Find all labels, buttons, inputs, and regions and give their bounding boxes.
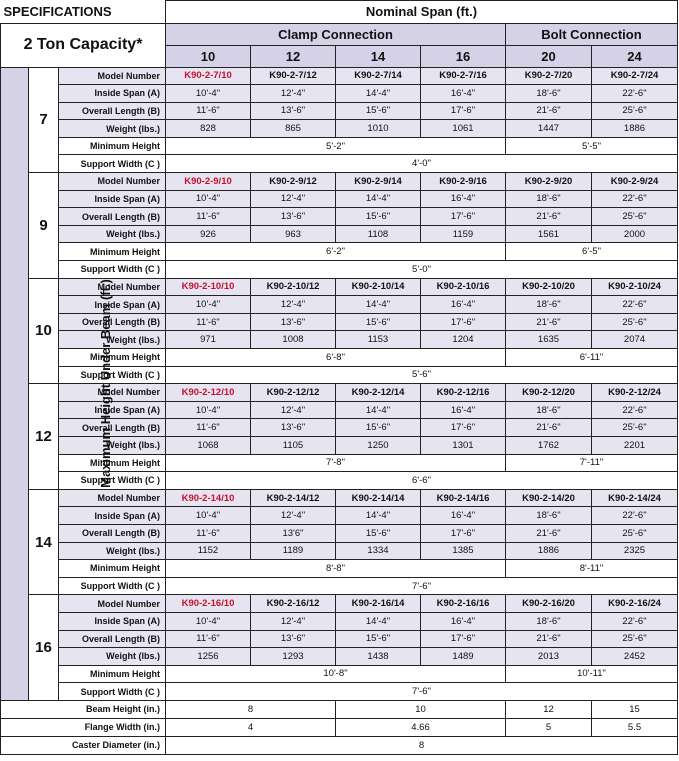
inside-span-value: 18'-6" xyxy=(506,401,592,419)
row-label-weight: Weight (lbs.) xyxy=(59,120,166,138)
row-label-model: Model Number xyxy=(59,489,166,507)
inside-span-value: 14'-4" xyxy=(336,507,421,525)
model-number: K90-2-10/24 xyxy=(592,278,678,296)
span-header: 16 xyxy=(421,45,506,67)
min-height-bolt: 10'-11" xyxy=(506,665,678,683)
weight-value: 971 xyxy=(166,331,251,349)
height-value: 10 xyxy=(29,278,59,384)
height-value: 12 xyxy=(29,384,59,490)
capacity-label: 2 Ton Capacity* xyxy=(1,23,166,67)
inside-span-value: 16'-4" xyxy=(421,296,506,314)
inside-span-value: 16'-4" xyxy=(421,612,506,630)
weight-value: 1385 xyxy=(421,542,506,560)
row-label-overall: Overall Length (B) xyxy=(59,102,166,120)
model-number: K90-2-9/10 xyxy=(166,173,251,191)
inside-span-value: 18'-6" xyxy=(506,296,592,314)
inside-span-value: 10'-4" xyxy=(166,85,251,103)
weight-value: 1293 xyxy=(251,648,336,666)
overall-length-value: 17'-6" xyxy=(421,419,506,437)
min-height-clamp: 5'-2" xyxy=(166,137,506,155)
height-value: 9 xyxy=(29,173,59,279)
beam-height-value: 15 xyxy=(592,700,678,718)
model-number: K90-2-7/10 xyxy=(166,67,251,85)
support-width-value: 7'-6" xyxy=(166,577,678,595)
weight-value: 1105 xyxy=(251,436,336,454)
overall-length-value: 15'-6" xyxy=(336,524,421,542)
row-label-model: Model Number xyxy=(59,278,166,296)
weight-value: 1334 xyxy=(336,542,421,560)
inside-span-value: 22'-6" xyxy=(592,612,678,630)
model-number: K90-2-12/12 xyxy=(251,384,336,402)
weight-value: 1204 xyxy=(421,331,506,349)
overall-length-value: 11'-6" xyxy=(166,524,251,542)
model-number: K90-2-7/16 xyxy=(421,67,506,85)
model-number: K90-2-12/20 xyxy=(506,384,592,402)
span-header: 10 xyxy=(166,45,251,67)
min-height-bolt: 5'-5" xyxy=(506,137,678,155)
row-label-min-height: Minimum Height xyxy=(59,665,166,683)
model-number: K90-2-10/20 xyxy=(506,278,592,296)
inside-span-value: 22'-6" xyxy=(592,401,678,419)
model-number: K90-2-12/10 xyxy=(166,384,251,402)
flange-width-value: 4 xyxy=(166,718,336,736)
row-label-weight: Weight (lbs.) xyxy=(59,648,166,666)
caster-diameter-label: Caster Diameter (in.) xyxy=(1,736,166,754)
inside-span-value: 16'-4" xyxy=(421,85,506,103)
weight-value: 926 xyxy=(166,225,251,243)
row-label-weight: Weight (lbs.) xyxy=(59,331,166,349)
row-label-overall: Overall Length (B) xyxy=(59,313,166,331)
inside-span-value: 14'-4" xyxy=(336,296,421,314)
weight-value: 1447 xyxy=(506,120,592,138)
row-label-weight: Weight (lbs.) xyxy=(59,436,166,454)
inside-span-value: 12'-4" xyxy=(251,85,336,103)
weight-value: 828 xyxy=(166,120,251,138)
overall-length-value: 25'-6" xyxy=(592,102,678,120)
overall-length-value: 21'-6" xyxy=(506,524,592,542)
model-number: K90-2-10/14 xyxy=(336,278,421,296)
height-value: 7 xyxy=(29,67,59,173)
inside-span-value: 10'-4" xyxy=(166,190,251,208)
flange-width-value: 5.5 xyxy=(592,718,678,736)
overall-length-value: 11'-6" xyxy=(166,102,251,120)
overall-length-value: 21'-6" xyxy=(506,630,592,648)
weight-value: 2000 xyxy=(592,225,678,243)
inside-span-value: 22'-6" xyxy=(592,190,678,208)
model-number: K90-2-14/14 xyxy=(336,489,421,507)
beam-height-value: 12 xyxy=(506,700,592,718)
weight-value: 2013 xyxy=(506,648,592,666)
inside-span-value: 10'-4" xyxy=(166,612,251,630)
inside-span-value: 16'-4" xyxy=(421,507,506,525)
weight-value: 1152 xyxy=(166,542,251,560)
weight-value: 2201 xyxy=(592,436,678,454)
support-width-value: 4'-0" xyxy=(166,155,678,173)
model-number: K90-2-16/12 xyxy=(251,595,336,613)
inside-span-value: 22'-6" xyxy=(592,507,678,525)
row-label-support: Support Width (C ) xyxy=(59,577,166,595)
inside-span-value: 12'-4" xyxy=(251,401,336,419)
min-height-clamp: 7'-8" xyxy=(166,454,506,472)
weight-value: 1010 xyxy=(336,120,421,138)
overall-length-value: 13'-6" xyxy=(251,208,336,226)
row-label-support: Support Width (C ) xyxy=(59,683,166,701)
model-number: K90-2-9/14 xyxy=(336,173,421,191)
model-number: K90-2-14/12 xyxy=(251,489,336,507)
flange-width-value: 4.66 xyxy=(336,718,506,736)
min-height-bolt: 6'-5" xyxy=(506,243,678,261)
min-height-clamp: 10'-8" xyxy=(166,665,506,683)
span-header: 24 xyxy=(592,45,678,67)
bolt-connection-header: Bolt Connection xyxy=(506,23,678,45)
overall-length-value: 15'-6" xyxy=(336,313,421,331)
model-number: K90-2-12/24 xyxy=(592,384,678,402)
model-number: K90-2-10/12 xyxy=(251,278,336,296)
weight-value: 1189 xyxy=(251,542,336,560)
row-label-inside: Inside Span (A) xyxy=(59,401,166,419)
inside-span-value: 12'-4" xyxy=(251,507,336,525)
model-number: K90-2-7/24 xyxy=(592,67,678,85)
overall-length-value: 25'-6" xyxy=(592,208,678,226)
overall-length-value: 15'-6" xyxy=(336,630,421,648)
support-width-value: 6'-6" xyxy=(166,472,678,490)
inside-span-value: 18'-6" xyxy=(506,507,592,525)
support-width-value: 5'-6" xyxy=(166,366,678,384)
row-label-min-height: Minimum Height xyxy=(59,349,166,367)
row-label-inside: Inside Span (A) xyxy=(59,296,166,314)
min-height-bolt: 8'-11" xyxy=(506,560,678,578)
overall-length-value: 25'-6" xyxy=(592,419,678,437)
row-label-min-height: Minimum Height xyxy=(59,243,166,261)
row-label-overall: Overall Length (B) xyxy=(59,630,166,648)
model-number: K90-2-16/16 xyxy=(421,595,506,613)
model-number: K90-2-9/20 xyxy=(506,173,592,191)
row-label-model: Model Number xyxy=(59,384,166,402)
weight-value: 1068 xyxy=(166,436,251,454)
overall-length-value: 11'-6" xyxy=(166,630,251,648)
support-width-value: 5'-0" xyxy=(166,261,678,279)
model-number: K90-2-10/16 xyxy=(421,278,506,296)
overall-length-value: 21'-6" xyxy=(506,208,592,226)
overall-length-value: 17'-6" xyxy=(421,313,506,331)
inside-span-value: 14'-4" xyxy=(336,612,421,630)
row-label-inside: Inside Span (A) xyxy=(59,507,166,525)
weight-value: 1301 xyxy=(421,436,506,454)
model-number: K90-2-14/16 xyxy=(421,489,506,507)
model-number: K90-2-16/24 xyxy=(592,595,678,613)
weight-value: 1061 xyxy=(421,120,506,138)
model-number: K90-2-9/12 xyxy=(251,173,336,191)
model-number: K90-2-9/24 xyxy=(592,173,678,191)
nominal-span-header: Nominal Span (ft.) xyxy=(166,1,678,24)
weight-value: 2074 xyxy=(592,331,678,349)
min-height-clamp: 6'-2" xyxy=(166,243,506,261)
min-height-clamp: 8'-8" xyxy=(166,560,506,578)
inside-span-value: 14'-4" xyxy=(336,85,421,103)
inside-span-value: 18'-6" xyxy=(506,190,592,208)
inside-span-value: 14'-4" xyxy=(336,401,421,419)
overall-length-value: 21'-6" xyxy=(506,419,592,437)
support-width-value: 7'-6" xyxy=(166,683,678,701)
overall-length-value: 21'-6" xyxy=(506,313,592,331)
row-label-inside: Inside Span (A) xyxy=(59,85,166,103)
beam-height-value: 8 xyxy=(166,700,336,718)
row-label-overall: Overall Length (B) xyxy=(59,419,166,437)
overall-length-value: 17'-6" xyxy=(421,102,506,120)
weight-value: 1153 xyxy=(336,331,421,349)
row-label-weight: Weight (lbs.) xyxy=(59,542,166,560)
row-label-support: Support Width (C ) xyxy=(59,472,166,490)
row-label-inside: Inside Span (A) xyxy=(59,612,166,630)
weight-value: 963 xyxy=(251,225,336,243)
inside-span-value: 16'-4" xyxy=(421,190,506,208)
inside-span-value: 18'-6" xyxy=(506,85,592,103)
row-label-min-height: Minimum Height xyxy=(59,454,166,472)
overall-length-value: 13'-6" xyxy=(251,313,336,331)
overall-length-value: 13'-6" xyxy=(251,630,336,648)
span-header: 12 xyxy=(251,45,336,67)
weight-value: 2325 xyxy=(592,542,678,560)
row-label-overall: Overall Length (B) xyxy=(59,524,166,542)
inside-span-value: 12'-4" xyxy=(251,190,336,208)
overall-length-value: 21'-6" xyxy=(506,102,592,120)
row-label-inside: Inside Span (A) xyxy=(59,190,166,208)
page-title: SPECIFICATIONS xyxy=(1,1,166,24)
weight-value: 1256 xyxy=(166,648,251,666)
weight-value: 1008 xyxy=(251,331,336,349)
row-label-model: Model Number xyxy=(59,173,166,191)
weight-value: 1561 xyxy=(506,225,592,243)
weight-value: 1762 xyxy=(506,436,592,454)
weight-value: 1438 xyxy=(336,648,421,666)
height-value: 14 xyxy=(29,489,59,595)
row-label-min-height: Minimum Height xyxy=(59,560,166,578)
model-number: K90-2-7/12 xyxy=(251,67,336,85)
beam-height-label: Beam Height (in.) xyxy=(1,700,166,718)
model-number: K90-2-14/24 xyxy=(592,489,678,507)
caster-diameter-value: 8 xyxy=(166,736,678,754)
row-label-min-height: Minimum Height xyxy=(59,137,166,155)
row-label-overall: Overall Length (B) xyxy=(59,208,166,226)
min-height-clamp: 6'-8" xyxy=(166,349,506,367)
weight-value: 1635 xyxy=(506,331,592,349)
weight-value: 1108 xyxy=(336,225,421,243)
overall-length-value: 17'-6" xyxy=(421,630,506,648)
row-label-support: Support Width (C ) xyxy=(59,366,166,384)
overall-length-value: 25'-6" xyxy=(592,313,678,331)
row-label-weight: Weight (lbs.) xyxy=(59,225,166,243)
weight-value: 2452 xyxy=(592,648,678,666)
beam-height-value: 10 xyxy=(336,700,506,718)
overall-length-value: 11'-6" xyxy=(166,313,251,331)
model-number: K90-2-16/10 xyxy=(166,595,251,613)
min-height-bolt: 7'-11" xyxy=(506,454,678,472)
weight-value: 1159 xyxy=(421,225,506,243)
overall-length-value: 25'-6" xyxy=(592,630,678,648)
inside-span-value: 14'-4" xyxy=(336,190,421,208)
model-number: K90-2-9/16 xyxy=(421,173,506,191)
model-number: K90-2-12/16 xyxy=(421,384,506,402)
overall-length-value: 15'-6" xyxy=(336,102,421,120)
model-number: K90-2-12/14 xyxy=(336,384,421,402)
overall-length-value: 11'-6" xyxy=(166,419,251,437)
weight-value: 1886 xyxy=(592,120,678,138)
overall-length-value: 17'-6" xyxy=(421,524,506,542)
row-label-support: Support Width (C ) xyxy=(59,261,166,279)
inside-span-value: 10'-4" xyxy=(166,296,251,314)
inside-span-value: 22'-6" xyxy=(592,85,678,103)
clamp-connection-header: Clamp Connection xyxy=(166,23,506,45)
overall-length-value: 13'-6" xyxy=(251,102,336,120)
overall-length-value: 15'-6" xyxy=(336,419,421,437)
model-number: K90-2-7/14 xyxy=(336,67,421,85)
model-number: K90-2-16/20 xyxy=(506,595,592,613)
weight-value: 1489 xyxy=(421,648,506,666)
height-value: 16 xyxy=(29,595,59,701)
model-number: K90-2-16/14 xyxy=(336,595,421,613)
overall-length-value: 13'-6" xyxy=(251,419,336,437)
model-number: K90-2-7/20 xyxy=(506,67,592,85)
weight-value: 1250 xyxy=(336,436,421,454)
row-label-support: Support Width (C ) xyxy=(59,155,166,173)
inside-span-value: 12'-4" xyxy=(251,612,336,630)
min-height-bolt: 6'-11" xyxy=(506,349,678,367)
inside-span-value: 10'-4" xyxy=(166,401,251,419)
overall-length-value: 15'-6" xyxy=(336,208,421,226)
weight-value: 865 xyxy=(251,120,336,138)
span-header: 20 xyxy=(506,45,592,67)
overall-length-value: 11'-6" xyxy=(166,208,251,226)
inside-span-value: 16'-4" xyxy=(421,401,506,419)
flange-width-value: 5 xyxy=(506,718,592,736)
model-number: K90-2-14/20 xyxy=(506,489,592,507)
inside-span-value: 18'-6" xyxy=(506,612,592,630)
sidebar-label: Maximum Height Under Beam (ft.) xyxy=(97,278,113,488)
overall-length-value: 13'6" xyxy=(251,524,336,542)
row-label-model: Model Number xyxy=(59,67,166,85)
span-header: 14 xyxy=(336,45,421,67)
inside-span-value: 22'-6" xyxy=(592,296,678,314)
row-label-model: Model Number xyxy=(59,595,166,613)
flange-width-label: Flange Width (in.) xyxy=(1,718,166,736)
overall-length-value: 17'-6" xyxy=(421,208,506,226)
weight-value: 1886 xyxy=(506,542,592,560)
model-number: K90-2-14/10 xyxy=(166,489,251,507)
overall-length-value: 25'-6" xyxy=(592,524,678,542)
inside-span-value: 10'-4" xyxy=(166,507,251,525)
model-number: K90-2-10/10 xyxy=(166,278,251,296)
inside-span-value: 12'-4" xyxy=(251,296,336,314)
